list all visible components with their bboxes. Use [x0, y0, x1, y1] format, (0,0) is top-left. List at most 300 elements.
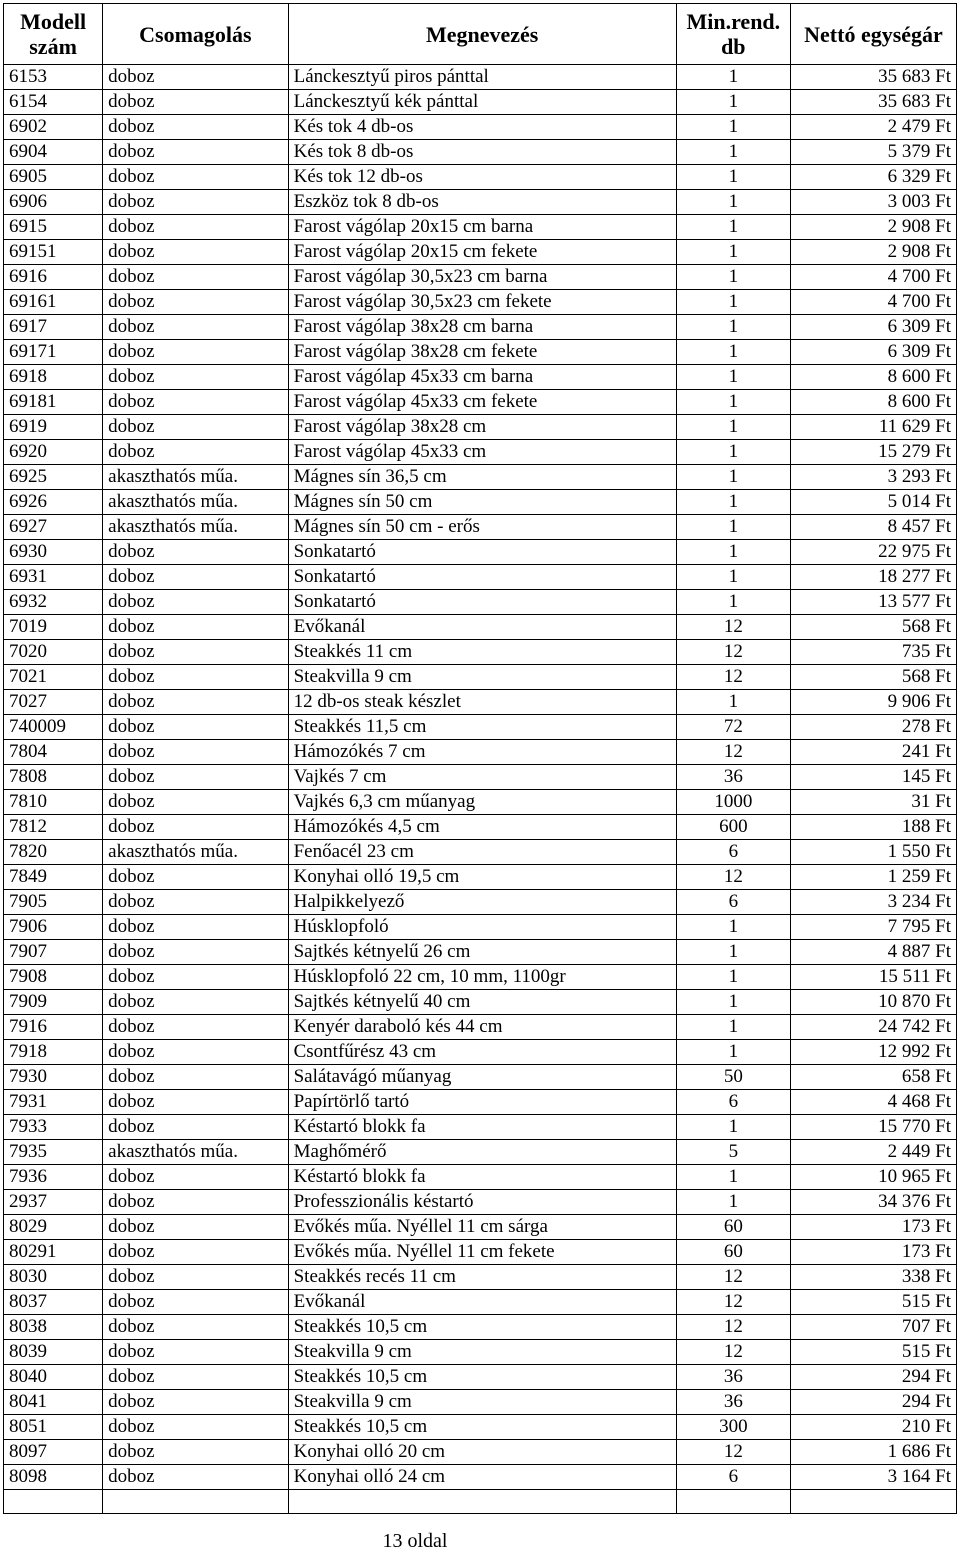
cell-product-name: Késtartó blokk fa: [288, 1115, 676, 1140]
cell-model-number: 7930: [4, 1065, 103, 1090]
cell-min-order: 1: [676, 990, 790, 1015]
cell-packaging: doboz: [103, 340, 288, 365]
cell-empty: [790, 1490, 956, 1514]
cell-net-price: 3 164 Ft: [790, 1465, 956, 1490]
table-row: [4, 1240, 957, 1265]
cell-empty: [103, 1490, 288, 1514]
cell-min-order: 1: [676, 265, 790, 290]
cell-packaging: akaszthatós műa.: [103, 465, 288, 490]
cell-net-price: 2 449 Ft: [790, 1140, 956, 1165]
cell-packaging: doboz: [103, 990, 288, 1015]
header-model-number-label: Modell szám: [20, 9, 87, 59]
cell-packaging: doboz: [103, 1315, 288, 1340]
table-row: [4, 515, 957, 540]
cell-model-number: 7027: [4, 690, 103, 715]
cell-net-price: 338 Ft: [790, 1265, 956, 1290]
cell-product-name: Sonkatartó: [288, 540, 676, 565]
cell-packaging: doboz: [103, 1190, 288, 1215]
table-row: [4, 565, 957, 590]
header-min-order: [676, 4, 790, 65]
cell-net-price: 6 309 Ft: [790, 340, 956, 365]
cell-packaging: doboz: [103, 940, 288, 965]
table-row: [4, 115, 957, 140]
cell-net-price: 278 Ft: [790, 715, 956, 740]
table-row: [4, 615, 957, 640]
cell-packaging: doboz: [103, 715, 288, 740]
cell-product-name: Mágnes sín 36,5 cm: [288, 465, 676, 490]
cell-empty: [288, 1490, 676, 1514]
header-product-name: Megnevezés: [288, 4, 676, 65]
cell-packaging: doboz: [103, 1040, 288, 1065]
cell-packaging: akaszthatós műa.: [103, 1140, 288, 1165]
cell-min-order: 1: [676, 140, 790, 165]
cell-min-order: 1000: [676, 790, 790, 815]
cell-min-order: 1: [676, 290, 790, 315]
cell-product-name: Papírtörlő tartó: [288, 1090, 676, 1115]
cell-model-number: 7905: [4, 890, 103, 915]
cell-packaging: doboz: [103, 1215, 288, 1240]
cell-min-order: 60: [676, 1215, 790, 1240]
table-row: [4, 1140, 957, 1165]
cell-product-name: Vajkés 7 cm: [288, 765, 676, 790]
cell-packaging: doboz: [103, 665, 288, 690]
table-row: [4, 815, 957, 840]
cell-model-number: 7918: [4, 1040, 103, 1065]
cell-net-price: 2 908 Ft: [790, 240, 956, 265]
cell-min-order: 1: [676, 515, 790, 540]
cell-packaging: doboz: [103, 540, 288, 565]
cell-model-number: 69181: [4, 390, 103, 415]
cell-packaging: doboz: [103, 1115, 288, 1140]
cell-packaging: doboz: [103, 1265, 288, 1290]
cell-packaging: doboz: [103, 865, 288, 890]
cell-product-name: Farost vágólap 38x28 cm fekete: [288, 340, 676, 365]
cell-model-number: 6917: [4, 315, 103, 340]
cell-net-price: 15 279 Ft: [790, 440, 956, 465]
table-row: [4, 590, 957, 615]
cell-net-price: 294 Ft: [790, 1365, 956, 1390]
cell-model-number: 7804: [4, 740, 103, 765]
cell-net-price: 2 908 Ft: [790, 215, 956, 240]
cell-packaging: doboz: [103, 1340, 288, 1365]
cell-net-price: 735 Ft: [790, 640, 956, 665]
cell-model-number: 7021: [4, 665, 103, 690]
cell-net-price: 3 293 Ft: [790, 465, 956, 490]
cell-model-number: 8098: [4, 1465, 103, 1490]
table-row-empty: [4, 1490, 957, 1514]
cell-min-order: 36: [676, 1365, 790, 1390]
cell-net-price: 173 Ft: [790, 1215, 956, 1240]
cell-packaging: doboz: [103, 765, 288, 790]
cell-net-price: 173 Ft: [790, 1240, 956, 1265]
cell-product-name: Steakkés 10,5 cm: [288, 1315, 676, 1340]
cell-min-order: 6: [676, 1090, 790, 1115]
cell-product-name: Farost vágólap 30,5x23 cm barna: [288, 265, 676, 290]
cell-net-price: 294 Ft: [790, 1390, 956, 1415]
cell-model-number: 7019: [4, 615, 103, 640]
cell-min-order: 60: [676, 1240, 790, 1265]
cell-product-name: Eszköz tok 8 db-os: [288, 190, 676, 215]
cell-net-price: 515 Ft: [790, 1340, 956, 1365]
table-row: [4, 1165, 957, 1190]
table-row: [4, 415, 957, 440]
cell-model-number: 7936: [4, 1165, 103, 1190]
cell-min-order: 1: [676, 940, 790, 965]
table-row: [4, 640, 957, 665]
cell-model-number: 7820: [4, 840, 103, 865]
cell-min-order: 12: [676, 1265, 790, 1290]
cell-model-number: 6154: [4, 90, 103, 115]
table-row: [4, 765, 957, 790]
cell-packaging: doboz: [103, 590, 288, 615]
cell-packaging: doboz: [103, 965, 288, 990]
cell-product-name: Professzionális késtartó: [288, 1190, 676, 1215]
cell-net-price: 10 965 Ft: [790, 1165, 956, 1190]
cell-model-number: 80291: [4, 1240, 103, 1265]
table-row: [4, 1090, 957, 1115]
cell-packaging: doboz: [103, 790, 288, 815]
table-row: [4, 940, 957, 965]
table-row: [4, 140, 957, 165]
cell-product-name: Steakkés 11,5 cm: [288, 715, 676, 740]
cell-min-order: 36: [676, 1390, 790, 1415]
cell-net-price: 4 700 Ft: [790, 265, 956, 290]
cell-product-name: Halpikkelyező: [288, 890, 676, 915]
cell-net-price: 1 686 Ft: [790, 1440, 956, 1465]
cell-min-order: 12: [676, 665, 790, 690]
cell-product-name: Kenyér daraboló kés 44 cm: [288, 1015, 676, 1040]
cell-product-name: Steakkés 10,5 cm: [288, 1365, 676, 1390]
cell-model-number: 8039: [4, 1340, 103, 1365]
cell-min-order: 1: [676, 165, 790, 190]
cell-net-price: 241 Ft: [790, 740, 956, 765]
cell-packaging: doboz: [103, 815, 288, 840]
cell-net-price: 3 234 Ft: [790, 890, 956, 915]
cell-model-number: 7935: [4, 1140, 103, 1165]
cell-product-name: 12 db-os steak készlet: [288, 690, 676, 715]
cell-empty: [4, 1490, 103, 1514]
cell-net-price: 35 683 Ft: [790, 90, 956, 115]
table-row: [4, 1465, 957, 1490]
cell-product-name: Steakvilla 9 cm: [288, 1340, 676, 1365]
cell-packaging: doboz: [103, 890, 288, 915]
table-row: [4, 1040, 957, 1065]
cell-product-name: Hámozókés 4,5 cm: [288, 815, 676, 840]
cell-net-price: 210 Ft: [790, 1415, 956, 1440]
table-row: [4, 665, 957, 690]
cell-min-order: 36: [676, 765, 790, 790]
cell-min-order: 12: [676, 1440, 790, 1465]
cell-net-price: 707 Ft: [790, 1315, 956, 1340]
cell-model-number: 8037: [4, 1290, 103, 1315]
cell-packaging: doboz: [103, 440, 288, 465]
cell-model-number: 7916: [4, 1015, 103, 1040]
cell-packaging: doboz: [103, 690, 288, 715]
table-row: [4, 465, 957, 490]
cell-packaging: akaszthatós műa.: [103, 840, 288, 865]
cell-min-order: 12: [676, 1315, 790, 1340]
cell-model-number: 7933: [4, 1115, 103, 1140]
cell-net-price: 34 376 Ft: [790, 1190, 956, 1215]
cell-model-number: 7020: [4, 640, 103, 665]
cell-packaging: doboz: [103, 1365, 288, 1390]
cell-product-name: Kés tok 12 db-os: [288, 165, 676, 190]
cell-min-order: 12: [676, 740, 790, 765]
table-row: [4, 1315, 957, 1340]
cell-packaging: doboz: [103, 1015, 288, 1040]
cell-model-number: 6932: [4, 590, 103, 615]
cell-model-number: 7908: [4, 965, 103, 990]
cell-net-price: 12 992 Ft: [790, 1040, 956, 1065]
cell-product-name: Húsklopfoló: [288, 915, 676, 940]
cell-packaging: doboz: [103, 315, 288, 340]
cell-product-name: Evőkés műa. Nyéllel 11 cm fekete: [288, 1240, 676, 1265]
cell-product-name: Salátavágó műanyag: [288, 1065, 676, 1090]
cell-packaging: doboz: [103, 390, 288, 415]
cell-packaging: akaszthatós műa.: [103, 490, 288, 515]
cell-net-price: 145 Ft: [790, 765, 956, 790]
table-row: [4, 790, 957, 815]
cell-min-order: 12: [676, 640, 790, 665]
cell-net-price: 658 Ft: [790, 1065, 956, 1090]
cell-model-number: 2937: [4, 1190, 103, 1215]
cell-min-order: 1: [676, 90, 790, 115]
cell-net-price: 8 600 Ft: [790, 390, 956, 415]
table-row: [4, 390, 957, 415]
cell-net-price: 568 Ft: [790, 615, 956, 640]
table-row: [4, 1215, 957, 1240]
cell-packaging: doboz: [103, 565, 288, 590]
cell-model-number: 6153: [4, 65, 103, 90]
cell-net-price: 8 600 Ft: [790, 365, 956, 390]
cell-min-order: 1: [676, 240, 790, 265]
cell-model-number: 7909: [4, 990, 103, 1015]
table-row: [4, 165, 957, 190]
cell-product-name: Maghőmérő: [288, 1140, 676, 1165]
page-number: 13 oldal: [382, 1530, 448, 1552]
cell-model-number: 6918: [4, 365, 103, 390]
cell-min-order: 1: [676, 215, 790, 240]
cell-packaging: doboz: [103, 290, 288, 315]
header-packaging: Csomagolás: [103, 4, 288, 65]
cell-model-number: 69151: [4, 240, 103, 265]
table-row: [4, 65, 957, 90]
table-row: [4, 965, 957, 990]
cell-min-order: 300: [676, 1415, 790, 1440]
cell-packaging: doboz: [103, 215, 288, 240]
cell-net-price: 10 870 Ft: [790, 990, 956, 1015]
table-row: [4, 840, 957, 865]
cell-product-name: Steakvilla 9 cm: [288, 665, 676, 690]
table-row: [4, 1415, 957, 1440]
cell-model-number: 6927: [4, 515, 103, 540]
cell-model-number: 6930: [4, 540, 103, 565]
table-row: [4, 1290, 957, 1315]
cell-model-number: 7849: [4, 865, 103, 890]
cell-product-name: Lánckesztyű kék pánttal: [288, 90, 676, 115]
cell-net-price: 1 259 Ft: [790, 865, 956, 890]
cell-product-name: Mágnes sín 50 cm - erős: [288, 515, 676, 540]
cell-min-order: 12: [676, 615, 790, 640]
table-row: [4, 1190, 957, 1215]
cell-packaging: doboz: [103, 115, 288, 140]
cell-product-name: Sonkatartó: [288, 565, 676, 590]
cell-product-name: Sajtkés kétnyelű 40 cm: [288, 990, 676, 1015]
cell-model-number: 8041: [4, 1390, 103, 1415]
cell-product-name: Steakkés 11 cm: [288, 640, 676, 665]
cell-product-name: Húsklopfoló 22 cm, 10 mm, 1100gr: [288, 965, 676, 990]
cell-model-number: 7907: [4, 940, 103, 965]
cell-product-name: Vajkés 6,3 cm műanyag: [288, 790, 676, 815]
cell-model-number: 6905: [4, 165, 103, 190]
cell-packaging: doboz: [103, 1065, 288, 1090]
cell-packaging: doboz: [103, 1290, 288, 1315]
cell-product-name: Steakkés 10,5 cm: [288, 1415, 676, 1440]
header-model-number: [4, 4, 103, 65]
cell-net-price: 35 683 Ft: [790, 65, 956, 90]
cell-product-name: Konyhai olló 24 cm: [288, 1465, 676, 1490]
cell-net-price: 5 014 Ft: [790, 490, 956, 515]
cell-net-price: 2 479 Ft: [790, 115, 956, 140]
cell-model-number: 7906: [4, 915, 103, 940]
cell-net-price: 18 277 Ft: [790, 565, 956, 590]
table-row: [4, 1440, 957, 1465]
table-row: [4, 740, 957, 765]
table-row: [4, 1265, 957, 1290]
cell-packaging: doboz: [103, 140, 288, 165]
cell-product-name: Steakvilla 9 cm: [288, 1390, 676, 1415]
cell-min-order: 1: [676, 490, 790, 515]
price-list-table: [3, 3, 957, 1514]
cell-model-number: 8051: [4, 1415, 103, 1440]
header-min-order-label: Min.rend. db: [686, 9, 781, 59]
cell-min-order: 50: [676, 1065, 790, 1090]
cell-min-order: 1: [676, 440, 790, 465]
cell-net-price: 4 468 Ft: [790, 1090, 956, 1115]
cell-model-number: 8097: [4, 1440, 103, 1465]
cell-model-number: 8030: [4, 1265, 103, 1290]
cell-net-price: 8 457 Ft: [790, 515, 956, 540]
cell-product-name: Evőkanál: [288, 1290, 676, 1315]
header-net-unit-price: Nettó egységár: [790, 4, 956, 65]
table-row: [4, 915, 957, 940]
cell-min-order: 6: [676, 1465, 790, 1490]
cell-net-price: 4 887 Ft: [790, 940, 956, 965]
cell-packaging: doboz: [103, 915, 288, 940]
cell-packaging: doboz: [103, 65, 288, 90]
cell-product-name: Farost vágólap 38x28 cm: [288, 415, 676, 440]
cell-packaging: doboz: [103, 365, 288, 390]
cell-packaging: akaszthatós műa.: [103, 515, 288, 540]
cell-product-name: Mágnes sín 50 cm: [288, 490, 676, 515]
cell-model-number: 6902: [4, 115, 103, 140]
cell-net-price: 13 577 Ft: [790, 590, 956, 615]
cell-min-order: 6: [676, 890, 790, 915]
cell-min-order: 1: [676, 465, 790, 490]
cell-product-name: Lánckesztyű piros pánttal: [288, 65, 676, 90]
cell-min-order: 1: [676, 340, 790, 365]
cell-net-price: 188 Ft: [790, 815, 956, 840]
cell-product-name: Konyhai olló 19,5 cm: [288, 865, 676, 890]
cell-net-price: 22 975 Ft: [790, 540, 956, 565]
cell-model-number: 6926: [4, 490, 103, 515]
table-row: [4, 1340, 957, 1365]
cell-min-order: 600: [676, 815, 790, 840]
cell-model-number: 6906: [4, 190, 103, 215]
cell-min-order: 1: [676, 65, 790, 90]
cell-model-number: 8038: [4, 1315, 103, 1340]
cell-model-number: 6916: [4, 265, 103, 290]
cell-model-number: 6904: [4, 140, 103, 165]
cell-net-price: 24 742 Ft: [790, 1015, 956, 1040]
cell-product-name: Farost vágólap 38x28 cm barna: [288, 315, 676, 340]
cell-net-price: 5 379 Ft: [790, 140, 956, 165]
cell-product-name: Farost vágólap 30,5x23 cm fekete: [288, 290, 676, 315]
cell-net-price: 568 Ft: [790, 665, 956, 690]
table-row: [4, 490, 957, 515]
cell-net-price: 11 629 Ft: [790, 415, 956, 440]
cell-packaging: doboz: [103, 740, 288, 765]
table-row: [4, 190, 957, 215]
cell-net-price: 7 795 Ft: [790, 915, 956, 940]
cell-min-order: 1: [676, 115, 790, 140]
cell-packaging: doboz: [103, 615, 288, 640]
cell-product-name: Steakkés recés 11 cm: [288, 1265, 676, 1290]
cell-product-name: Kés tok 4 db-os: [288, 115, 676, 140]
cell-min-order: 12: [676, 865, 790, 890]
table-row: [4, 365, 957, 390]
cell-min-order: 1: [676, 965, 790, 990]
cell-product-name: Farost vágólap 45x33 cm: [288, 440, 676, 465]
cell-product-name: Evőkanál: [288, 615, 676, 640]
cell-net-price: 15 770 Ft: [790, 1115, 956, 1140]
cell-product-name: Sajtkés kétnyelű 26 cm: [288, 940, 676, 965]
cell-product-name: Evőkés műa. Nyéllel 11 cm sárga: [288, 1215, 676, 1240]
cell-packaging: doboz: [103, 90, 288, 115]
cell-model-number: 7810: [4, 790, 103, 815]
cell-net-price: 31 Ft: [790, 790, 956, 815]
cell-min-order: 1: [676, 1015, 790, 1040]
cell-net-price: 1 550 Ft: [790, 840, 956, 865]
cell-packaging: doboz: [103, 1240, 288, 1265]
cell-packaging: doboz: [103, 1465, 288, 1490]
table-row: [4, 1015, 957, 1040]
table-row: [4, 440, 957, 465]
cell-model-number: 6925: [4, 465, 103, 490]
cell-net-price: 515 Ft: [790, 1290, 956, 1315]
table-row: [4, 690, 957, 715]
cell-net-price: 6 329 Ft: [790, 165, 956, 190]
cell-model-number: 6915: [4, 215, 103, 240]
cell-product-name: Farost vágólap 20x15 cm barna: [288, 215, 676, 240]
cell-packaging: doboz: [103, 165, 288, 190]
table-row: [4, 540, 957, 565]
cell-model-number: 8040: [4, 1365, 103, 1390]
table-row: [4, 290, 957, 315]
table-row: [4, 1365, 957, 1390]
table-row: [4, 715, 957, 740]
cell-product-name: Farost vágólap 20x15 cm fekete: [288, 240, 676, 265]
cell-min-order: 1: [676, 415, 790, 440]
cell-model-number: 8029: [4, 1215, 103, 1240]
table-row: [4, 315, 957, 340]
cell-packaging: doboz: [103, 1440, 288, 1465]
cell-min-order: 1: [676, 690, 790, 715]
cell-model-number: 69161: [4, 290, 103, 315]
cell-packaging: doboz: [103, 1390, 288, 1415]
cell-min-order: 1: [676, 565, 790, 590]
table-row: [4, 1065, 957, 1090]
